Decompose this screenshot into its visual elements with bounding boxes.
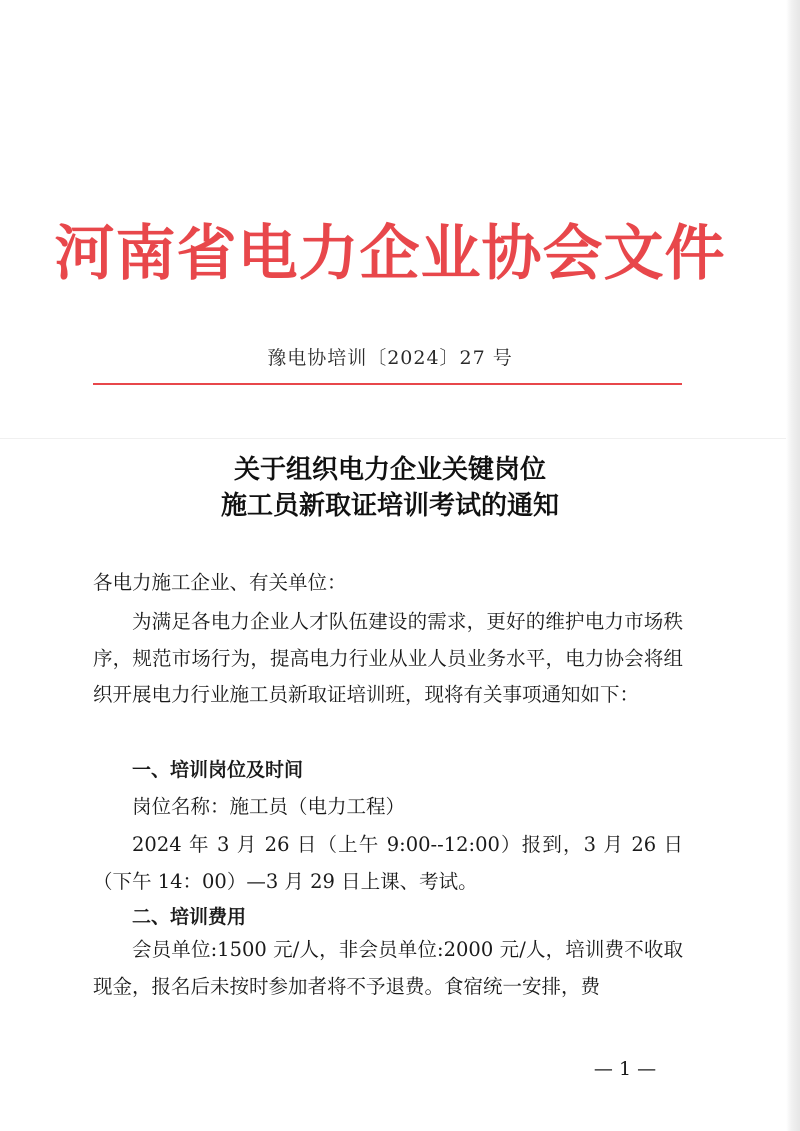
notice-title <box>0 452 780 524</box>
scan-edge-shadow <box>786 0 800 1131</box>
post-name: 岗位名称：施工员（电力工程） <box>132 795 406 818</box>
training-schedule: 2024 年 3 月 26 日（上午 9:00--12:00）报到，3 月 26 日（下午 14：00）—3 月 29 日上课、考试。 <box>93 833 683 893</box>
scan-fold-line <box>0 438 786 439</box>
red-divider-line <box>93 383 682 385</box>
intro-paragraph: 为满足各电力企业人才队伍建设的需求，更好的维护电力市场秩序，规范市场行为，提高电力行业从业人员业务水平，电力协会将组织开展电力行业施工员新取证培训班，现将有关事项通知如下： <box>93 610 683 706</box>
page-number: — 1 — <box>593 1058 657 1080</box>
notice-title-line-1: 关于组织电力企业关键岗位 <box>233 455 546 485</box>
notice-title-line-2: 施工员新取证培训考试的通知 <box>220 491 559 521</box>
fee-paragraph: 会员单位:1500 元/人，非会员单位:2000 元/人，培训费不收取现金，报名后未按时参加者将不予退费。食宿统一安排，费 <box>93 938 683 998</box>
red-masthead-title: 河南省电力企业协会文件 <box>54 219 726 289</box>
section-heading-training-post: 一、培训岗位及时间 <box>132 759 304 781</box>
document-number: 豫电协培训〔2024〕27 号 <box>267 347 513 369</box>
section-heading-training-fee: 二、培训费用 <box>132 906 247 928</box>
salutation: 各电力施工企业、有关单位： <box>93 571 347 594</box>
